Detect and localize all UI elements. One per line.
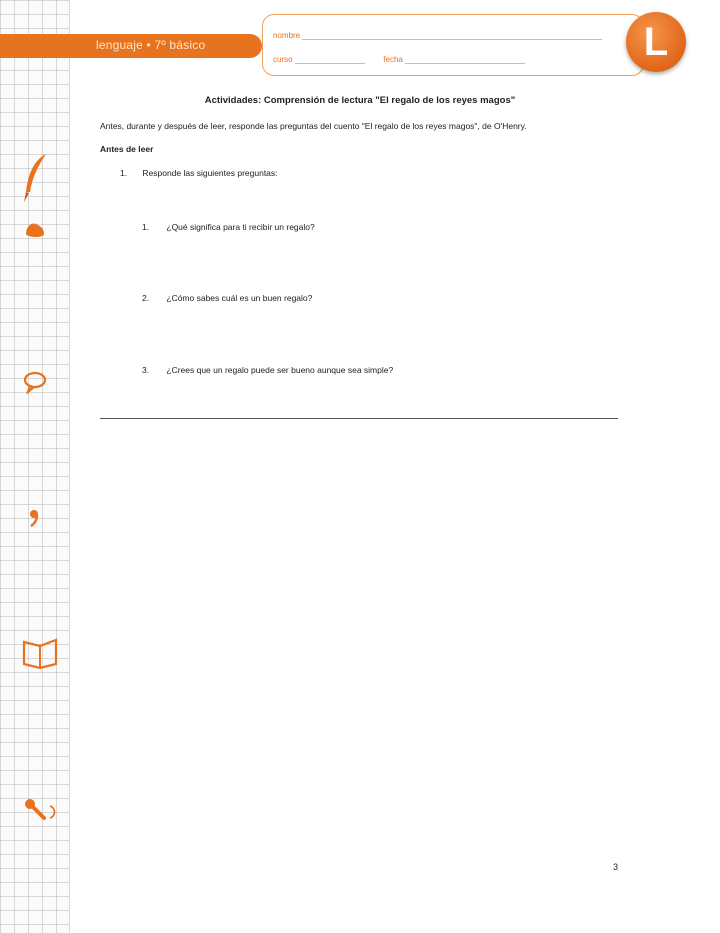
subject-badge: L — [626, 12, 686, 72]
worksheet-title: Actividades: Comprensión de lectura "El regalo de los reyes magos" — [204, 95, 516, 106]
microphone-icon — [22, 796, 62, 826]
ink-blot-icon — [22, 216, 48, 242]
speech-bubble-icon — [22, 368, 48, 394]
task-number: 1. — [120, 168, 128, 178]
grid-margin-strip — [0, 0, 70, 933]
question-number: 3. — [142, 365, 150, 375]
question-item — [142, 293, 312, 303]
course-date-row — [273, 55, 633, 64]
date-field[interactable] — [405, 55, 525, 64]
section-divider — [100, 418, 618, 419]
name-label: nombre — [273, 31, 301, 40]
question-text: ¿Cómo sabes cuál es un buen regalo? — [166, 293, 313, 303]
question-item — [142, 222, 315, 232]
question-text: ¿Qué significa para ti recibir un regalo? — [166, 222, 315, 232]
question-item — [142, 365, 393, 375]
name-field[interactable] — [302, 31, 602, 40]
name-row — [273, 31, 633, 40]
course-label: curso — [273, 55, 293, 64]
subject-band — [0, 34, 262, 58]
page-number: 3 — [613, 862, 619, 872]
worksheet-intro: Antes, durante y después de leer, responde las preguntas del cuento "El regalo de los reyes magos", de O'Henry. — [100, 121, 527, 131]
worksheet-content — [100, 95, 620, 192]
quill-pen-icon — [20, 152, 50, 212]
course-field[interactable] — [295, 55, 365, 64]
open-book-icon — [20, 636, 60, 670]
question-text: ¿Crees que un regalo puede ser bueno aunque sea simple? — [166, 365, 394, 375]
date-label: fecha — [383, 55, 403, 64]
section-label: Antes de leer — [100, 144, 154, 154]
student-info-box — [262, 14, 644, 76]
subject-label: lenguaje • 7º básico — [96, 38, 206, 52]
question-number: 1. — [142, 222, 150, 232]
task-text: Responde las siguientes preguntas: — [142, 168, 278, 178]
task-instruction — [120, 168, 620, 178]
question-number: 2. — [142, 293, 150, 303]
comma-icon — [22, 506, 48, 532]
